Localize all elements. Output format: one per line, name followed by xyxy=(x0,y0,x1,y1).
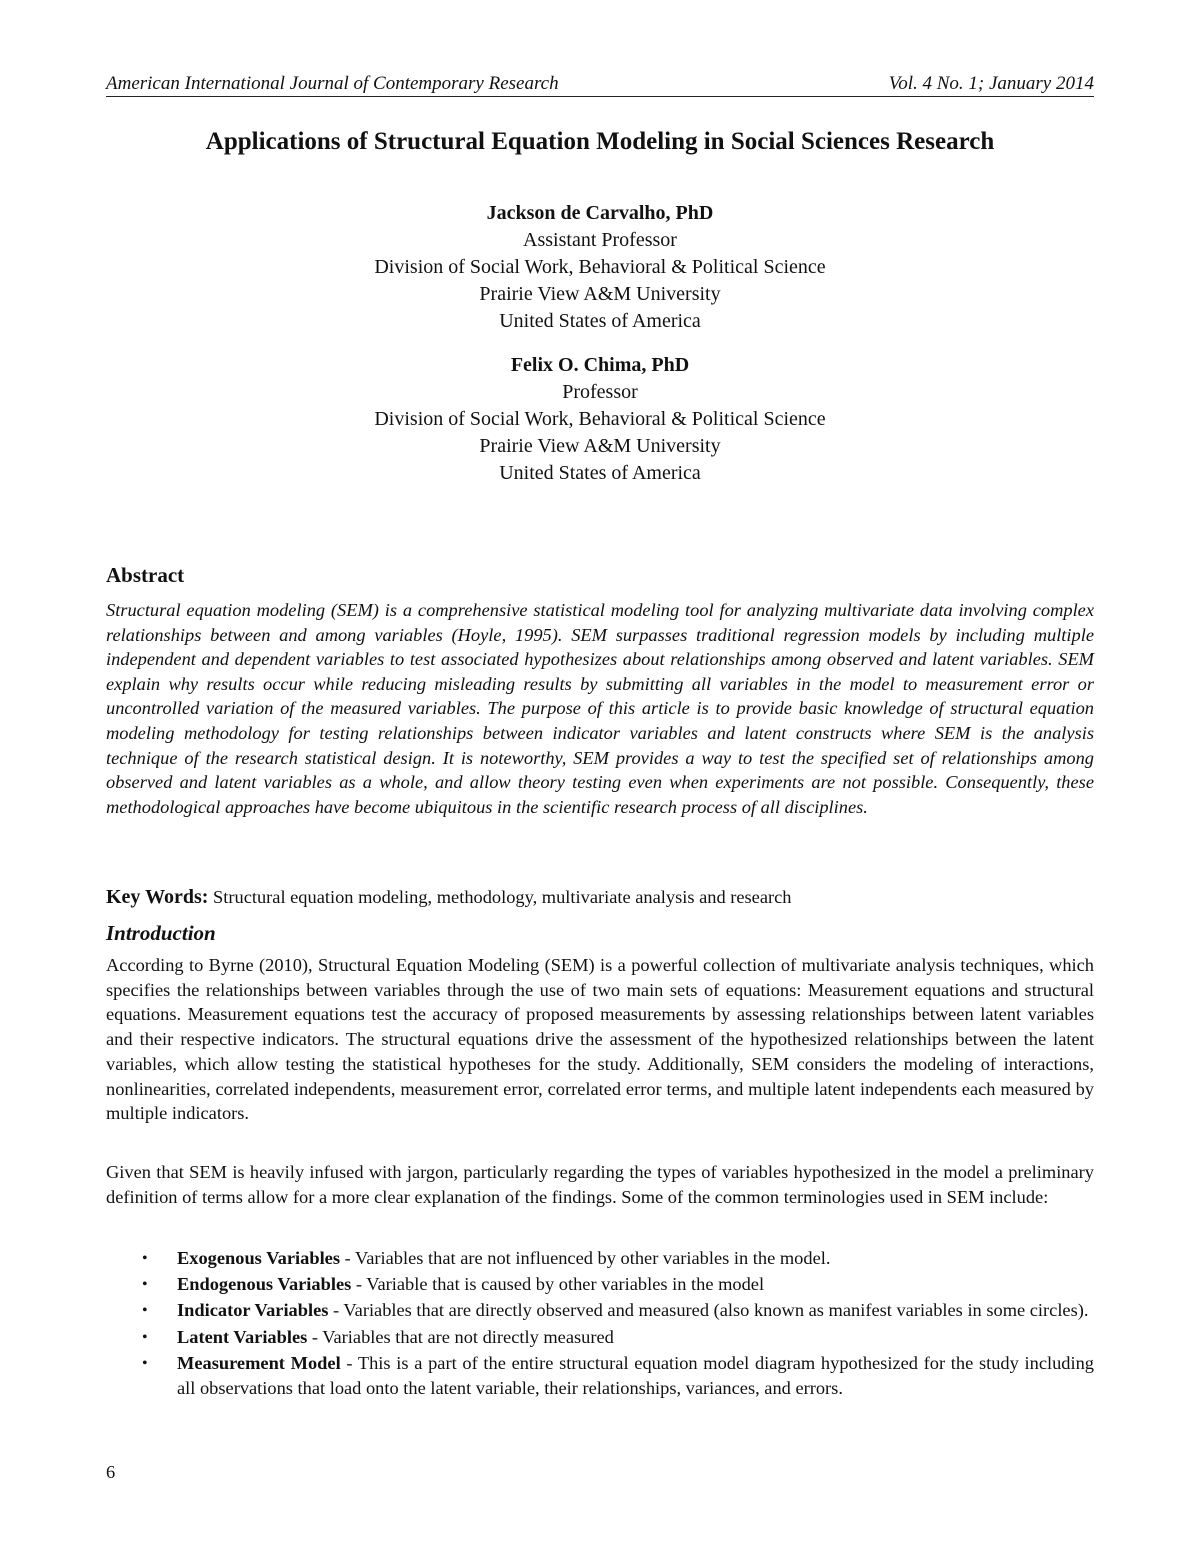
page-number: 6 xyxy=(106,1462,116,1482)
author-university: Prairie View A&M University xyxy=(479,283,721,305)
terms-list xyxy=(106,1246,1094,1402)
term-definition: - Variables that are not directly measured xyxy=(307,1326,614,1347)
running-header xyxy=(106,72,1094,97)
term-name: Endogenous Variables xyxy=(177,1274,352,1295)
list-item xyxy=(106,1298,1094,1323)
bullet-icon: • xyxy=(142,1302,148,1320)
introduction-heading: Introduction xyxy=(106,921,216,945)
term-name: Measurement Model xyxy=(177,1352,341,1373)
introduction-paragraph: According to Byrne (2010), Structural Equation Modeling (SEM) is a powerful collection of multivariate analysis techniques, which specifies the relationships between variables through the use of two main sets of equations: Measurement equations and structural equations. Measurement equations test the accuracy of proposed measurements by assessing relationships between latent variables and their respective indicators. The structural equations drive the assessment of the hypothesized relationships between the latent variables, which allow testing the statistical hypotheses for the study. Additionally, SEM considers the modeling of interactions, nonlinearities, correlated independents, measurement error, correlated error terms, and multiple latent independents each measured by multiple indicators. xyxy=(106,955,1094,1124)
issue-info: Vol. 4 No. 1; January 2014 xyxy=(888,73,1094,94)
author-university: Prairie View A&M University xyxy=(479,435,721,457)
author-name: Jackson de Carvalho, PhD xyxy=(486,202,714,224)
author-division: Division of Social Work, Behavioral & Political Science xyxy=(374,408,826,430)
author-position: Assistant Professor xyxy=(523,229,677,251)
bullet-icon: • xyxy=(142,1276,148,1294)
abstract-heading: Abstract xyxy=(106,563,185,587)
term-definition: - Variables that are directly observed and measured (also known as manifest variables in some circles). xyxy=(328,1300,1089,1321)
author-division: Division of Social Work, Behavioral & Political Science xyxy=(374,256,826,278)
term-definition: - Variable that is caused by other variables in the model xyxy=(351,1274,765,1295)
journal-name: American International Journal of Contemporary Research xyxy=(106,73,559,94)
list-item xyxy=(106,1246,1094,1271)
term-definition: - Variables that are not influenced by other variables in the model. xyxy=(340,1248,831,1268)
term-name: Latent Variables xyxy=(177,1326,308,1347)
author-name: Felix O. Chima, PhD xyxy=(510,354,690,376)
keywords xyxy=(106,884,1094,910)
term-name: Indicator Variables xyxy=(177,1300,329,1321)
keywords-label: Key Words: xyxy=(106,886,209,908)
author-block xyxy=(106,200,1094,335)
list-item xyxy=(106,1351,1094,1401)
author-position: Professor xyxy=(562,381,638,403)
paper-title: Applications of Structural Equation Modeling in Social Sciences Research xyxy=(205,128,995,155)
author-block xyxy=(106,352,1094,487)
keywords-text: Structural equation modeling, methodology, multivariate analysis and research xyxy=(213,887,792,907)
term-name: Exogenous Variables xyxy=(177,1248,341,1268)
term-definition: - This is a part of the entire structural equation model diagram hypothesized for the study including all observations that load onto the latent variable, their relationships, variances, and errors. xyxy=(177,1352,1094,1399)
author-country: United States of America xyxy=(499,310,701,332)
author-country: United States of America xyxy=(499,462,701,484)
introduction-paragraph: Given that SEM is heavily infused with jargon, particularly regarding the types of variables hypothesized in the model a preliminary definition of terms allow for a more clear explanation of the findings. Some of the common terminologies used in SEM include: xyxy=(106,1162,1094,1207)
list-item xyxy=(106,1272,1094,1297)
bullet-icon: • xyxy=(142,1250,148,1267)
list-item xyxy=(106,1325,1094,1350)
bullet-icon: • xyxy=(142,1328,148,1346)
abstract-text: Structural equation modeling (SEM) is a comprehensive statistical modeling tool for analyzing multivariate data involving complex relationships between and among variables (Hoyle, 1995). SEM surpasses traditional regression models by including multiple independent and dependent variables to test associated hypothesizes about relationships among observed and latent variables. SEM explain why results occur while reducing misleading results by submitting all variables in the model to measurement error or uncontrolled variation of the measured variables. The purpose of this article is to provide basic knowledge of structural equation modeling methodology for testing relationships between indicator variables and latent constructs where SEM is the analysis technique of the research statistical design. It is noteworthy, SEM provides a way to test the specified set of relationships among observed and latent variables as a whole, and allow theory testing even when experiments are not possible. Consequently, these methodological approaches have become ubiquitous in the scientific research process of all disciplines. xyxy=(106,600,1094,817)
bullet-icon: • xyxy=(142,1354,148,1372)
